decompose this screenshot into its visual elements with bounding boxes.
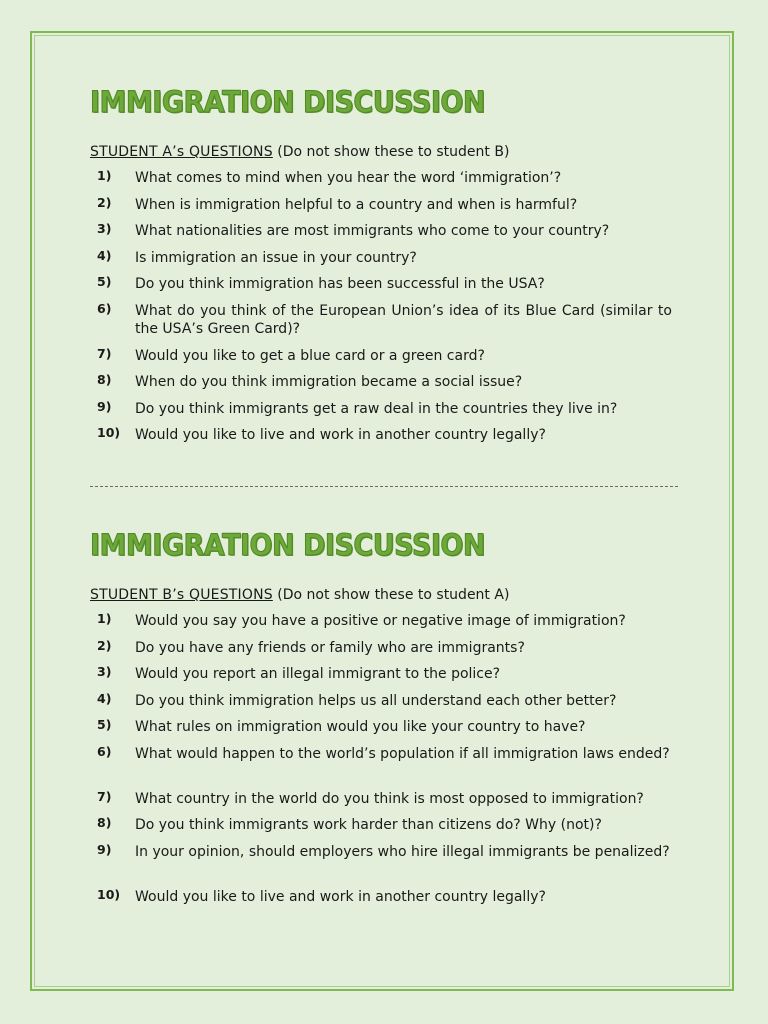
question-text: What would happen to the world’s population if all immigration laws ended? xyxy=(135,745,670,762)
question-item xyxy=(90,249,676,276)
question-item xyxy=(90,347,676,374)
question-list xyxy=(90,169,676,453)
question-item xyxy=(90,612,676,639)
question-text: Would you report an illegal immigrant to the police? xyxy=(135,666,501,682)
question-number: 1) xyxy=(97,611,112,626)
question-number: 10) xyxy=(97,425,121,440)
question-number: 8) xyxy=(97,372,112,387)
question-text: When is immigration helpful to a country and when is harmful? xyxy=(135,196,578,213)
subheading-note: (Do not show these to student B) xyxy=(277,144,510,160)
question-item xyxy=(90,426,676,453)
question-text: What rules on immigration would you like your country to have? xyxy=(135,719,586,735)
question-text: What comes to mind when you hear the word ‘immigration’? xyxy=(135,170,562,186)
question-number: 2) xyxy=(97,194,112,210)
question-number: 7) xyxy=(97,788,112,804)
question-text: What nationalities are most immigrants who come to your country? xyxy=(135,223,610,239)
question-number: 1) xyxy=(97,168,112,183)
question-text: Would you like to get a blue card or a green card? xyxy=(135,347,485,364)
question-number: 9) xyxy=(97,841,112,857)
question-text: Do you think immigrants get a raw deal in the countries they live in? xyxy=(135,400,618,417)
question-item xyxy=(90,888,676,915)
question-item xyxy=(90,692,676,719)
question-number: 6) xyxy=(97,300,112,316)
question-item xyxy=(90,665,676,692)
question-text: Would you like to live and work in another country legally? xyxy=(135,888,546,905)
question-text: Do you think immigration helps us all understand each other better? xyxy=(135,692,617,709)
section-title: IMMIGRATION DISCUSSION xyxy=(90,529,485,563)
question-number: 8) xyxy=(97,815,112,830)
section-subheading xyxy=(90,586,676,604)
question-list xyxy=(90,612,676,914)
question-text: When do you think immigration became a social issue? xyxy=(135,374,523,390)
question-item xyxy=(90,196,676,223)
question-item xyxy=(90,816,676,843)
student-b-section xyxy=(90,527,676,914)
question-number: 9) xyxy=(97,398,112,414)
question-item xyxy=(90,745,676,790)
dashed-divider xyxy=(90,486,678,487)
section-title: IMMIGRATION DISCUSSION xyxy=(90,86,485,120)
student-a-section xyxy=(90,84,676,453)
question-item xyxy=(90,843,676,888)
question-item xyxy=(90,790,676,817)
question-number: 4) xyxy=(97,690,112,706)
question-text: Do you think immigration has been successful in the USA? xyxy=(135,276,545,292)
question-number: 6) xyxy=(97,743,112,759)
question-text: Is immigration an issue in your country? xyxy=(135,249,417,266)
question-number: 10) xyxy=(97,886,121,902)
question-item xyxy=(90,373,676,400)
question-number: 7) xyxy=(97,345,112,361)
subheading-note: (Do not show these to student A) xyxy=(277,587,510,603)
question-item xyxy=(90,275,676,302)
question-item xyxy=(90,169,676,196)
question-number: 5) xyxy=(97,717,112,732)
question-number: 5) xyxy=(97,274,112,289)
question-number: 3) xyxy=(97,664,112,679)
student-label: STUDENT B’s QUESTIONS xyxy=(90,587,273,603)
section-subheading xyxy=(90,143,676,161)
question-item xyxy=(90,302,676,347)
question-item xyxy=(90,222,676,249)
question-text: Would you like to live and work in another country legally? xyxy=(135,427,546,443)
question-text: In your opinion, should employers who hire illegal immigrants be penalized? xyxy=(135,843,670,860)
question-item xyxy=(90,400,676,427)
question-text: Do you think immigrants work harder than citizens do? Why (not)? xyxy=(135,817,602,833)
question-text: What do you think of the European Union’s idea of its Blue Card (similar to the USA’s Green Card)? xyxy=(135,302,672,337)
question-number: 3) xyxy=(97,221,112,236)
question-text: Would you say you have a positive or negative image of immigration? xyxy=(135,613,626,629)
question-text: Do you have any friends or family who are immigrants? xyxy=(135,639,525,656)
question-item xyxy=(90,718,676,745)
question-item xyxy=(90,639,676,666)
question-number: 4) xyxy=(97,247,112,263)
question-number: 2) xyxy=(97,637,112,653)
question-text: What country in the world do you think is most opposed to immigration? xyxy=(135,790,644,807)
student-label: STUDENT A’s QUESTIONS xyxy=(90,144,273,160)
